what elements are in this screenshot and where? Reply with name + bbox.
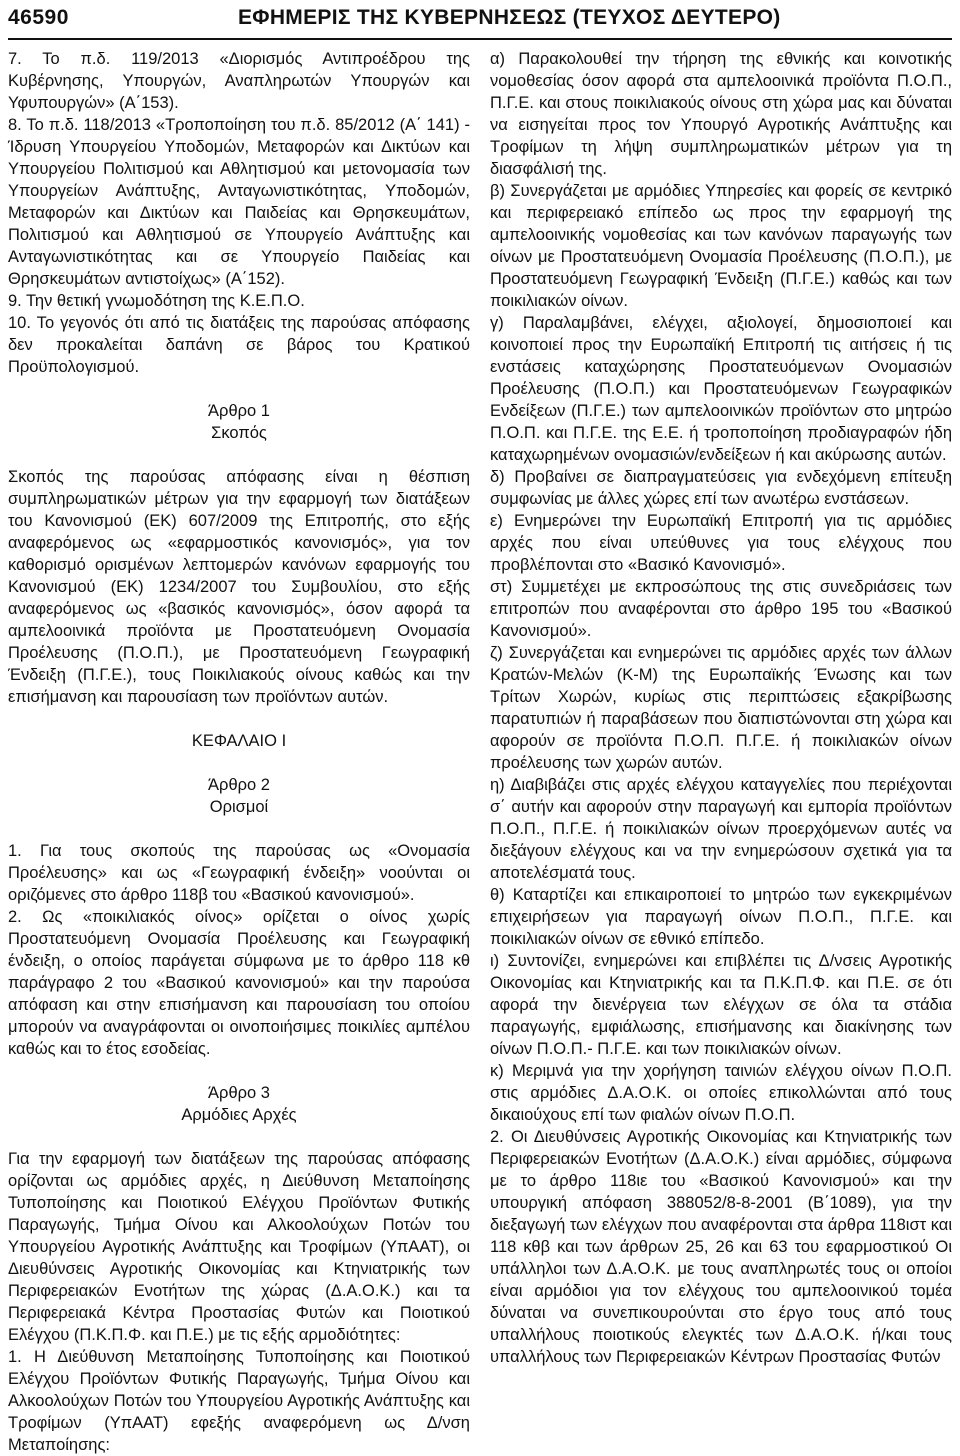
paragraph: β) Συνεργάζεται με αρμόδιες Υπηρεσίες και φορείς σε κεντρικό και περιφερειακό επίπεδο ως προς την εφαρμογή της αμπελοοινικής νομοθεσίας και των κανόνων παραγωγής των οίνων με Προστατευόμενη Ονομασία Προέλευσης (Π.Ο.Π.), με Προστατευόμενη Γεωγραφική Ένδειξη (Π.Γ.Ε.) καθώς και των ποικιλιακών οίνων. bbox=[490, 182, 952, 310]
article-heading: Άρθρο 3 bbox=[208, 1084, 270, 1102]
paragraph: ζ) Συνεργάζεται και ενημερώνει τις αρμόδιες αρχές των άλλων Κρατών-Μελών (Κ-Μ) της Ευρωπαϊκής Ένωσης και των Τρίτων Χωρών, κυρίως στις περιπτώσεις εξακρίβωσης παρατυπιών ή παραβάσεων που διαπιστώνονται στη χώρα και αφορούν σε προϊόντα Π.Ο.Π. Π.Γ.Ε. ή ποικιλιακών οίνων προέλευσης των χωρών αυτών. bbox=[490, 644, 952, 772]
article-title: Αρμόδιες Αρχές bbox=[181, 1106, 297, 1124]
paragraph: 10. Το γεγονός ότι από τις διατάξεις της παρούσας απόφασης δεν προκαλείται δαπάνη σε βάρος του Κρατικού Προϋπολογισμού. bbox=[8, 314, 470, 376]
left-column bbox=[8, 48, 470, 1456]
right-column bbox=[490, 48, 952, 1368]
header-rule bbox=[8, 38, 952, 40]
paragraph: δ) Προβαίνει σε διαπραγματεύσεις για ενδεχόμενη επίτευξη συμφωνίας με άλλες χώρες επί των ανωτέρω ενστάσεων. bbox=[490, 468, 952, 508]
paragraph: 2. Ως «ποικιλιακός οίνος» ορίζεται ο οίνος χωρίς Προστατευόμενη Ονομασία Προέλευσης και Γεωγραφική ένδειξη, ο οποίος παράγεται σύμφωνα με το άρθρο 118 κθ παράγραφο 2 του «Βασικού κανονισμού» και την παρούσα απόφαση και στην επισήμανση και παρουσίαση του οποίου μπορούν να αναγράφονται οι οινοποιήσιμες ποικιλίες αμπέλου καθώς και το έτος εσοδείας. bbox=[8, 908, 470, 1058]
paragraph: στ) Συμμετέχει με εκπροσώπους της στις συνεδριάσεις των επιτροπών που αναφέρονται στο άρθρο 195 του «Βασικού Κανονισμού». bbox=[490, 578, 952, 640]
paragraph: 7. Το π.δ. 119/2013 «Διορισμός Αντιπροέδρου της Κυβέρνησης, Υπουργών, Αναπληρωτών Υπουργών και Υφυπουργών» (Α΄153). bbox=[8, 50, 470, 112]
article-title: Ορισμοί bbox=[209, 798, 269, 816]
paragraph: ι) Συντονίζει, ενημερώνει και επιβλέπει τις Δ/νσεις Αγροτικής Οικονομίας και Κτηνιατρικής και τα Π.Κ.Π.Φ. και Π.Ε. σε ότι αφορά την διενέργεια των ελέγχων σε όλα τα στάδια παραγωγής, εμφιάλωσης, επισήμανσης και διακίνησης των οίνων Π.Ο.Π.- Π.Γ.Ε. και των ποικιλιακών οίνων. bbox=[490, 952, 952, 1058]
paragraph: α) Παρακολουθεί την τήρηση της εθνικής και κοινοτικής νομοθεσίας όσον αφορά στα αμπελοοινικά προϊόντα Π.Ο.Π., Π.Γ.Ε. και στους ποικιλιακούς οίνους στη χώρα μας και δύναται να εισηγείται προς τον Υπουργό Αγροτικής Ανάπτυξης και Τροφίμων τη λήψη συμπληρωματικών μέτρων για τη διασφάλισή της. bbox=[490, 50, 952, 178]
paragraph: 2. Οι Διευθύνσεις Αγροτικής Οικονομίας και Κτηνιατρικής των Περιφερειακών Ενοτήτων (Δ.Α.Ο.Κ.) είναι αρμόδιες, σύμφωνα με το άρθρο 118ιε του «Βασικού Κανονισμού» και την υπουργική απόφαση 388052/8-8-2001 (Β΄1089), για την διεξαγωγή των ελέγχων που αναφέρονται στα άρθρα 118ιστ και 118 κθβ και των άρθρων 25, 26 και 63 του εφαρμοστικού Οι υπάλληλοι των Δ.Α.Ο.Κ. με τους αναπληρωτές τους οι οποίοι είναι αρμόδιοι για τον ελέγχους του αμπελοοινικού τομέα δύναται να συνεπικουρούνται στο έργο τους από τους υπαλλήλους ποιοτικούς ελεγκτές των Δ.Α.Ο.Κ. ή/και τους υπαλλήλους των Περιφερειακών Κέντρων Προστασίας Φυτών bbox=[490, 1128, 952, 1366]
paragraph: Για την εφαρμογή των διατάξεων της παρούσας απόφασης ορίζονται ως αρμόδιες αρχές, η Διεύθυνση Μεταποίησης Τυποποίησης και Ποιοτικού Ελέγχου Προϊόντων Φυτικής Παραγωγής, Τμήμα Οίνου και Αλκοολούχων Ποτών του Υπουργείου Αγροτικής Ανάπτυξης και Τροφίμων (ΥπΑΑΤ), οι Διευθύνσεις Αγροτικής Οικονομίας και Κτηνιατρικής των Περιφερειακών Ενοτήτων της χώρας (Δ.Α.Ο.Κ.) και τα Περιφερειακά Κέντρα Προστασίας Φυτών και Ποιοτικού Ελέγχου (Π.Κ.Π.Φ. και Π.Ε.) με τις εξής αρμοδιότητες: bbox=[8, 1150, 470, 1344]
paragraph: θ) Καταρτίζει και επικαιροποιεί το μητρώο των εγκεκριμένων επιχειρήσεων για παραγωγή οίνων Π.Ο.Π., Π.Γ.Ε. και ποικιλιακών οίνων σε εθνικό επίπεδο. bbox=[490, 886, 952, 948]
paragraph: 8. Το π.δ. 118/2013 «Τροποποίηση του π.δ. 85/2012 (Α΄ 141) - Ίδρυση Υπουργείου Υποδομών, Μεταφορών και Δικτύων και Υπουργείου Πολιτισμού και Αθλητισμού και μετονομασία των Υπουργείων Ανάπτυξης, Ανταγωνιστικότητας, Υποδομών, Μεταφορών και Δικτύων και Παιδείας και Θρησκευμάτων, Πολιτισμού και Αθλητισμού σε Υπουργείο Ανάπτυξης και Ανταγωνιστικότητας και σε Υπουργείο Παιδείας και Θρησκευμάτων αντιστοίχως» (Α΄152). bbox=[8, 116, 470, 288]
paragraph: Σκοπός της παρούσας απόφασης είναι η θέσπιση συμπληρωματικών μέτρων για την εφαρμογή των διατάξεων του Κανονισμού (ΕΚ) 607/2009 της Επιτροπής, στο εξής αναφερόμενος ως «εφαρμοστικός κανονισμός», για τον καθορισμό ορισμένων λεπτομερών κανόνων εφαρμογής του Κανονισμού (ΕΚ) 1234/2007 του Συμβουλίου, στο εξής αναφερόμενος ως «βασικός κανονισμός», όσον αφορά τα αμπελοοινικά προϊόντα με Προστατευόμενη Ονομασία Προέλευσης (Π.Ο.Π.), με Προστατευόμενη Γεωγραφική Ένδειξη (Π.Γ.Ε.), τους Ποικιλιακούς οίνους καθώς και την επισήμανση και παρουσίαση των προϊόντων αυτών. bbox=[8, 468, 470, 706]
paragraph: ε) Ενημερώνει την Ευρωπαϊκή Επιτροπή για τις αρμόδιες αρχές που είναι υπεύθυνες για τους ελέγχους που προβλέπονται στο «Βασικό Κανονισμό». bbox=[490, 512, 952, 574]
article-heading: Άρθρο 2 bbox=[208, 776, 270, 794]
paragraph: γ) Παραλαμβάνει, ελέγχει, αξιολογεί, δημοσιοποιεί και κοινοποιεί προς την Ευρωπαϊκή Επιτροπή τις αιτήσεις ή τις ενστάσεις καταχώρησης Προστατευόμενων Ονομασιών Προέλευσης (Π.Ο.Π.) και Προστατευόμενων Γεωγραφικών Ενδείξεων (Π.Γ.Ε.) των αμπελοοινικών προϊόντων στο μητρώο Π.Ο.Π. και Π.Γ.Ε. της Ε.Ε. ή τροποποίηση προδιαγραφών ήδη καταχωρημένων ονομασιών/ενδείξεων ή και ακύρωσης αυτών. bbox=[490, 314, 952, 464]
paragraph: 9. Την θετική γνωμοδότηση της Κ.Ε.Π.Ο. bbox=[8, 292, 305, 310]
gazette-title: ΕΦΗΜΕΡΙΣ ΤΗΣ ΚΥΒΕΡΝΗΣΕΩΣ (ΤΕΥΧΟΣ ΔΕΥΤΕΡΟ) bbox=[238, 6, 781, 29]
paragraph: 1. Για τους σκοπούς της παρούσας ως «Ονομασία Προέλευσης» και ως «Γεωγραφική ένδειξη» νοούνται οι οριζόμενες στο άρθρο 118β του «Βασικού κανονισμού». bbox=[8, 842, 470, 904]
paragraph: κ) Μεριμνά για την χορήγηση ταινιών ελέγχου οίνων Π.Ο.Π. στις αρμόδιες Δ.Α.Ο.Κ. οι οποίες επικολλώνται από τους δικαιούχους επί των φιαλών οίνων Π.Ο.Π. bbox=[490, 1062, 952, 1124]
paragraph: 1. Η Διεύθυνση Μεταποίησης Τυποποίησης και Ποιοτικού Ελέγχου Προϊόντων Φυτικής Παραγωγής, Τμήμα Οίνου και Αλκοολούχων Ποτών του Υπουργείου Αγροτικής Ανάπτυξης και Τροφίμων (ΥπΑΑΤ) εφεξής αναφερόμενη ως Δ/νση Μεταποίησης: bbox=[8, 1348, 470, 1454]
page-header bbox=[8, 0, 952, 36]
chapter-heading: ΚΕΦΑΛΑΙΟ Ι bbox=[191, 732, 287, 750]
article-heading: Άρθρο 1 bbox=[208, 402, 270, 420]
paragraph: η) Διαβιβάζει στις αρχές ελέγχου καταγγελίες που περιέχονται σ΄ αυτήν και αφορούν στην παραγωγή και εμπορία προϊόντων Π.Ο.Π., Π.Γ.Ε. ή ποικιλιακών οίνων προερχόμενων αυτές να διεξάγουν ελέγχους και να την ενημερώσουν σχετικά για τα αποτελέσματά τους. bbox=[490, 776, 952, 882]
article-title: Σκοπός bbox=[211, 424, 267, 442]
page-number: 46590 bbox=[8, 6, 69, 29]
